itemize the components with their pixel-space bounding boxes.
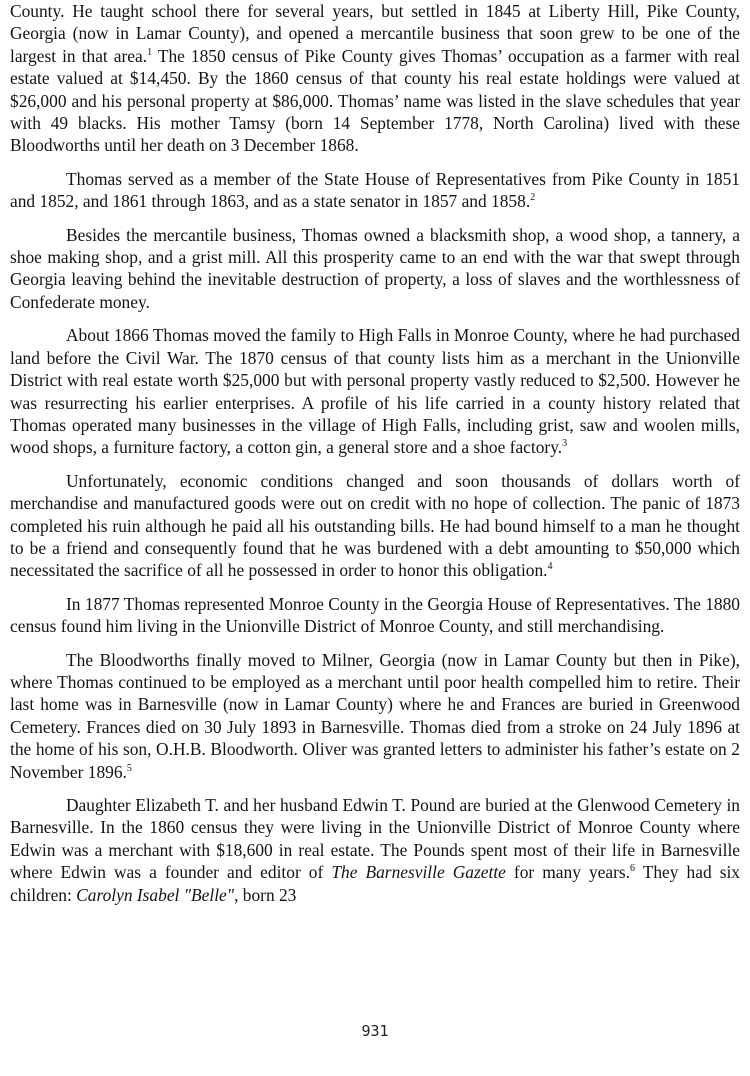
text-run: They had six children: bbox=[10, 862, 740, 905]
text-run: The Bloodworths finally moved to Milner, Georgia (now in Lamar County but then in Pike), where Thomas continued to be employed as a merchant until poor health compelled him to retire. Their last home was in Barnesville (now in Lamar County) where he and Frances are buried in Greenwood Cemetery. Frances died on 30 July 1893 in Barnesville. Thomas died from a stroke on 24 July 1896 at the home of his son, O.H.B. Bloodworth. Oliver was granted letters to administer his father’s estate on 2 November 1896. bbox=[10, 649, 740, 782]
footnote-marker: 5 bbox=[126, 762, 132, 774]
text-run: The 1850 census of Pike County gives Thomas’ occupation as a farmer with real estate valued at $14,450. By the 1860 census of that county his real estate holdings were valued at $26,000 and his personal property at $86,000. Thomas’ name was listed in the slave schedules that year with 49 blacks. His mother Tamsy (born 14 September 1778, North Carolina) lived with these Bloodworths until her death on 3 December 1868. bbox=[10, 45, 741, 156]
footnote-marker: 1 bbox=[147, 46, 153, 58]
paragraph-1 bbox=[10, 0, 740, 157]
page-number: 931 bbox=[361, 1022, 389, 1040]
paragraph-7 bbox=[10, 649, 740, 783]
paragraph-4 bbox=[10, 324, 740, 458]
paragraph-3 bbox=[10, 224, 740, 314]
footnote-marker: 2 bbox=[530, 192, 536, 204]
text-run: , born 23 bbox=[234, 884, 297, 905]
text-run: Thomas served as a member of the State House of Representatives from Pike County in 1851 and 1852, and 1861 through 1863, and as a state senator in 1857 and 1858. bbox=[10, 168, 740, 212]
document-page bbox=[10, 0, 740, 917]
text-run: Daughter Elizabeth T. and her husband Edwin T. Pound are buried at the Glenwood Cemetery in Barnesville. In the 1860 census they were living in the Unionville District of Monroe County where Edwin was a merchant with $18,600 in real estate. The Pounds spent most of their life in Barnesville where Edwin was a founder and editor of bbox=[10, 795, 740, 883]
text-run: About 1866 Thomas moved the family to High Falls in Monroe County, where he had purchased land before the Civil War. The 1870 census of that county lists him as a merchant in the Unionville District with real estate worth $25,000 but with personal property vastly reduced to $2,500. However he was resurrecting his earlier enterprises. A profile of his life carried in a county history related that Thomas operated many businesses in the village of High Falls, including grist, saw and woolen mills, wood shops, a furniture factory, a cotton gin, a general store and a shoe factory. bbox=[10, 325, 740, 458]
footnote-marker: 4 bbox=[547, 561, 553, 573]
paragraph-5 bbox=[10, 470, 740, 582]
text-run: Besides the mercantile business, Thomas owned a blacksmith shop, a wood shop, a tannery, a shoe making shop, and a grist mill. All this prosperity came to an end with the war that swept through Georgia leaving behind the inevitable destruction of property, a loss of slaves and the worthlessness of Confederate money. bbox=[10, 224, 740, 312]
paragraph-8 bbox=[10, 794, 740, 906]
footnote-marker: 6 bbox=[630, 863, 635, 875]
italic-text: Carolyn Isabel "Belle" bbox=[76, 884, 235, 905]
footnote-marker: 3 bbox=[562, 438, 568, 450]
paragraph-6 bbox=[10, 593, 740, 638]
text-run: Unfortunately, economic conditions changed and soon thousands of dollars worth of merchandise and manufactured goods were out on credit with no hope of collection. The panic of 1873 completed his ruin although he paid all his outstanding bills. He had bound himself to a man he thought to be a friend and consequently found that he was burdened with a debt amounting to $50,000 which necessitated the sacrifice of all he possessed in order to honor this obligation. bbox=[10, 470, 740, 581]
paragraph-2 bbox=[10, 168, 740, 213]
text-run: for many years. bbox=[505, 862, 630, 883]
italic-text: The Barnesville Gazette bbox=[331, 862, 506, 883]
text-run: In 1877 Thomas represented Monroe County in the Georgia House of Representatives. The 1880 census found him living in the Unionville District of Monroe County, and still merchandising. bbox=[10, 593, 740, 637]
text-run: County. He taught school there for several years, but settled in 1845 at Liberty Hill, Pike County, Georgia (now in Lamar County), and opened a mercantile business that soon grew to be one of the largest in that area. bbox=[10, 1, 740, 66]
